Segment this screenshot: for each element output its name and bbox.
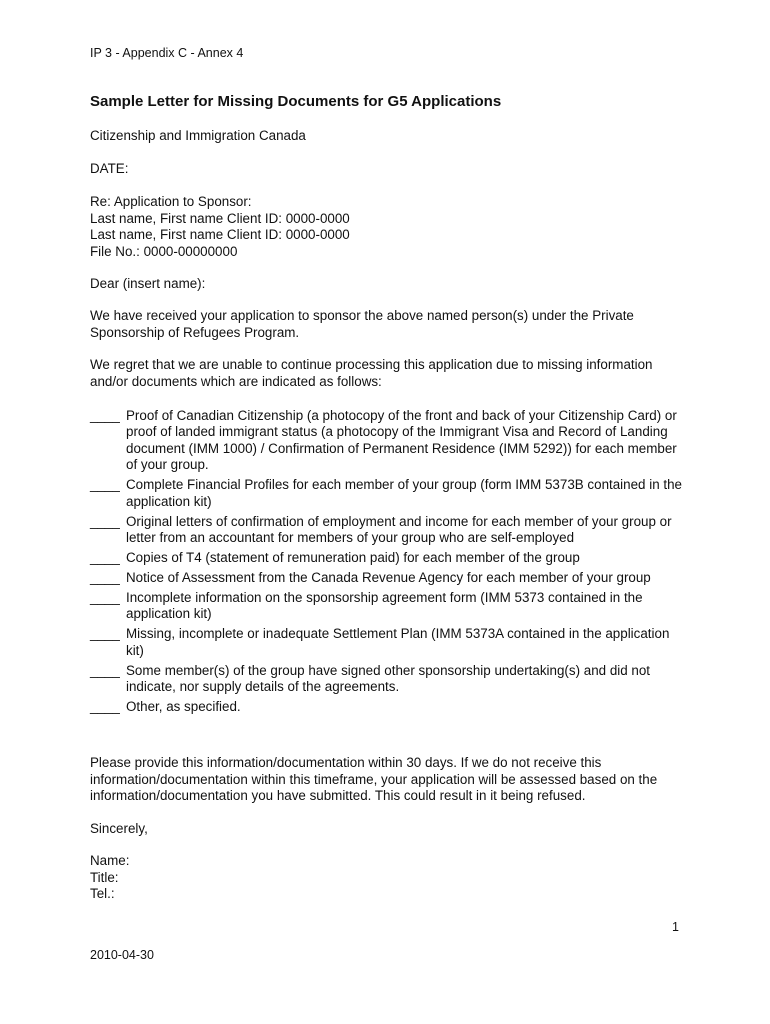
paragraph-received-text: We have received your application to sponsor the above named person(s) under the Private Sponsorship of Refugees Program. bbox=[90, 308, 634, 340]
checklist-item-text: Notice of Assessment from the Canada Revenue Agency for each member of your group bbox=[126, 570, 651, 586]
checklist-item bbox=[90, 663, 690, 696]
checklist-item-text: Missing, incomplete or inadequate Settlement Plan (IMM 5373A contained in the application kit) bbox=[126, 626, 670, 658]
checklist-blank: ____ bbox=[90, 408, 120, 423]
client-line-1: Last name, First name Client ID: 0000-0000 bbox=[90, 210, 350, 226]
checklist-item bbox=[90, 550, 690, 566]
checklist-item-text: Proof of Canadian Citizenship (a photocopy of the front and back of your Citizenship Card) or proof of landed immigrant status (a photocopy of the Immigrant Visa and Record of Landing document (IMM 1000) / Confirmation of Permanent Residence (IMM 5292)) for each member of your group. bbox=[126, 408, 677, 473]
checklist-item bbox=[90, 408, 690, 474]
checklist-item-text: Complete Financial Profiles for each member of your group (form IMM 5373B contained in the application kit) bbox=[126, 477, 682, 509]
reference-block bbox=[90, 194, 690, 260]
organization-line bbox=[90, 128, 690, 145]
checklist-blank: ____ bbox=[90, 590, 120, 606]
paragraph-received bbox=[90, 308, 690, 341]
checklist-blank: ____ bbox=[90, 477, 120, 493]
paragraph-regret-text: We regret that we are unable to continue processing this application due to missing information and/or documents which are indicated as follows: bbox=[90, 357, 653, 389]
checklist-blank: ____ bbox=[90, 626, 120, 642]
date-label: DATE: bbox=[90, 161, 129, 176]
checklist-blank: ____ bbox=[90, 550, 120, 566]
checklist-blank: ____ bbox=[90, 513, 120, 529]
checklist-item bbox=[90, 699, 690, 715]
checklist-item bbox=[90, 626, 690, 659]
salutation-block bbox=[90, 276, 690, 293]
checklist-item-text: Original letters of confirmation of employment and income for each member of your group or letter from an accountant for members of your group who are self-employed bbox=[126, 513, 672, 546]
missing-documents-checklist bbox=[90, 408, 690, 719]
signature-name: Name: bbox=[90, 853, 130, 868]
checklist-item-text: Incomplete information on the sponsorship agreement form (IMM 5373 contained in the application kit) bbox=[126, 590, 643, 622]
signature-title: Title: bbox=[90, 869, 119, 885]
page-header: IP 3 - Appendix C - Annex 4 bbox=[90, 46, 244, 60]
checklist-item-text: Other, as specified. bbox=[126, 699, 241, 715]
signature-block bbox=[90, 853, 690, 903]
checklist-item-text: Copies of T4 (statement of remuneration paid) for each member of the group bbox=[126, 550, 580, 566]
letter-title: Sample Letter for Missing Documents for G5 Applications bbox=[90, 93, 502, 110]
checklist-blank: ____ bbox=[90, 570, 120, 586]
closing-block bbox=[90, 821, 690, 838]
date-line bbox=[90, 161, 690, 178]
page-number: 1 bbox=[672, 920, 679, 934]
footer-date: 2010-04-30 bbox=[90, 948, 154, 962]
organization-name: Citizenship and Immigration Canada bbox=[90, 128, 306, 143]
checklist-blank: ____ bbox=[90, 662, 120, 678]
file-number: File No.: 0000-00000000 bbox=[90, 243, 238, 259]
checklist-item bbox=[90, 514, 690, 547]
salutation: Dear (insert name): bbox=[90, 276, 206, 291]
paragraph-deadline bbox=[90, 755, 690, 805]
checklist-item bbox=[90, 570, 690, 586]
checklist-item bbox=[90, 477, 690, 510]
paragraph-regret bbox=[90, 357, 690, 390]
checklist-item bbox=[90, 590, 690, 623]
checklist-item-text: Some member(s) of the group have signed other sponsorship undertaking(s) and did not indicate, nor supply details of the agreements. bbox=[126, 662, 651, 695]
signature-tel: Tel.: bbox=[90, 886, 115, 901]
client-line-2: Last name, First name Client ID: 0000-0000 bbox=[90, 227, 350, 242]
paragraph-deadline-text: Please provide this information/documentation within 30 days. If we do not receive this information/documentation within this timeframe, your application will be assessed based on the information/documentation you have submitted. This could result in it being refused. bbox=[90, 755, 658, 803]
checklist-blank: ____ bbox=[90, 699, 120, 715]
closing: Sincerely, bbox=[90, 821, 148, 836]
re-line: Re: Application to Sponsor: bbox=[90, 194, 252, 209]
